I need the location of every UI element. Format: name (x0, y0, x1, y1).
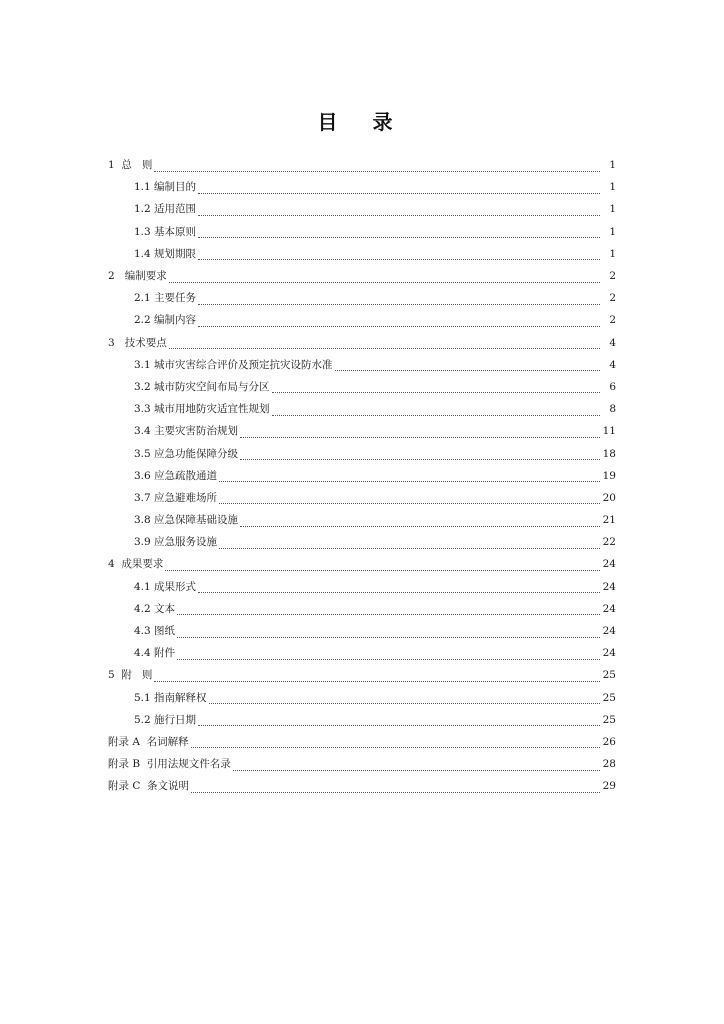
toc-entry-page-number: 19 (602, 469, 616, 482)
toc-entry-label: 2.2 编制内容 (134, 314, 197, 327)
toc-entry[interactable] (108, 620, 616, 642)
toc-entry[interactable] (108, 753, 616, 775)
toc-entry[interactable] (108, 598, 616, 620)
toc-entry[interactable] (108, 731, 616, 753)
toc-entry[interactable] (108, 221, 616, 243)
toc-entry[interactable] (108, 775, 616, 797)
toc-entry[interactable] (108, 531, 616, 553)
toc-entry[interactable] (108, 642, 616, 664)
toc-entry[interactable] (108, 309, 616, 331)
table-of-contents (108, 154, 616, 797)
toc-entry-page-number: 25 (602, 691, 616, 704)
dot-leader (177, 649, 600, 660)
dot-leader (272, 382, 600, 393)
toc-entry-label: 1.3 基本原则 (134, 225, 197, 238)
dot-leader (198, 715, 600, 726)
toc-entry-label: 1.4 规划期限 (134, 247, 197, 260)
toc-entry[interactable] (108, 398, 616, 420)
dot-leader (198, 316, 600, 327)
toc-entry-page-number: 2 (609, 292, 616, 305)
toc-entry-page-number: 1 (609, 181, 616, 194)
dot-leader (198, 249, 600, 260)
dot-leader (198, 183, 600, 194)
toc-entry-page-number: 24 (602, 602, 616, 615)
toc-entry-label: 4.2 文本 (134, 602, 176, 615)
dot-leader (233, 760, 600, 771)
toc-entry-label: 5.1 指南解释权 (134, 691, 207, 704)
dot-leader (177, 627, 600, 638)
toc-entry-page-number: 24 (602, 580, 616, 593)
toc-entry-page-number: 11 (602, 425, 616, 438)
toc-entry-label: 3.1 城市灾害综合评价及预定抗灾设防水准 (134, 358, 333, 371)
dot-leader (240, 427, 600, 438)
dot-leader (169, 272, 600, 283)
toc-entry-page-number: 2 (609, 270, 616, 283)
toc-entry-page-number: 8 (609, 403, 616, 416)
toc-entry-label: 5.2 施行日期 (134, 713, 197, 726)
dot-leader (240, 516, 600, 527)
dot-leader (198, 205, 600, 216)
toc-entry[interactable] (108, 576, 616, 598)
dot-leader (219, 493, 600, 504)
toc-entry-label: 3.3 城市用地防灾适宜性规划 (134, 403, 270, 416)
toc-entry-label: 3.7 应急避难场所 (134, 491, 218, 504)
toc-entry-page-number: 25 (602, 669, 616, 682)
toc-entry[interactable] (108, 465, 616, 487)
toc-entry[interactable] (108, 198, 616, 220)
toc-entry[interactable] (108, 265, 616, 287)
toc-entry[interactable] (108, 709, 616, 731)
toc-entry-page-number: 22 (602, 536, 616, 549)
toc-entry-label: 1 总 则 (108, 159, 153, 172)
dot-leader (177, 604, 600, 615)
dot-leader (209, 693, 600, 704)
toc-entry-label: 附录 A 名词解释 (108, 735, 189, 748)
toc-entry-label: 1.1 编制目的 (134, 181, 197, 194)
dot-leader (191, 782, 600, 793)
toc-entry-page-number: 24 (602, 625, 616, 638)
toc-entry-label: 3.6 应急疏散通道 (134, 469, 218, 482)
toc-entry-page-number: 1 (609, 247, 616, 260)
toc-entry-page-number: 20 (602, 491, 616, 504)
toc-entry[interactable] (108, 243, 616, 265)
toc-entry-page-number: 25 (602, 713, 616, 726)
dot-leader (154, 161, 600, 172)
toc-entry-label: 4.1 成果形式 (134, 580, 197, 593)
toc-entry-page-number: 26 (602, 735, 616, 748)
toc-entry-label: 1.2 适用范围 (134, 203, 197, 216)
toc-entry-page-number: 1 (609, 203, 616, 216)
dot-leader (219, 538, 600, 549)
dot-leader (335, 360, 600, 371)
dot-leader (240, 449, 600, 460)
toc-entry-label: 附录 C 条文说明 (108, 780, 190, 793)
dot-leader (191, 737, 600, 748)
toc-entry[interactable] (108, 420, 616, 442)
toc-entry-page-number: 2 (609, 314, 616, 327)
toc-entry-page-number: 18 (602, 447, 616, 460)
toc-entry[interactable] (108, 154, 616, 176)
toc-entry[interactable] (108, 509, 616, 531)
dot-leader (154, 671, 600, 682)
toc-entry[interactable] (108, 287, 616, 309)
toc-entry-label: 2.1 主要任务 (134, 292, 197, 305)
toc-entry[interactable] (108, 354, 616, 376)
toc-entry[interactable] (108, 332, 616, 354)
toc-entry-label: 4.4 附件 (134, 647, 176, 660)
toc-entry[interactable] (108, 553, 616, 575)
toc-entry[interactable] (108, 376, 616, 398)
toc-entry-label: 3.5 应急功能保障分级 (134, 447, 239, 460)
page-title: 目 录 (317, 110, 407, 134)
toc-entry-label: 3 技术要点 (108, 336, 167, 349)
toc-entry-label: 4.3 图纸 (134, 625, 176, 638)
toc-entry-page-number: 29 (602, 780, 616, 793)
toc-entry-page-number: 28 (602, 758, 616, 771)
toc-entry-label: 3.9 应急服务设施 (134, 536, 218, 549)
toc-entry-page-number: 1 (609, 159, 616, 172)
toc-entry-label: 3.2 城市防灾空间布局与分区 (134, 380, 270, 393)
toc-entry-label: 附录 B 引用法规文件名录 (108, 758, 231, 771)
toc-entry-page-number: 4 (609, 358, 616, 371)
toc-entry-page-number: 6 (609, 380, 616, 393)
toc-entry-label: 4 成果要求 (108, 558, 164, 571)
toc-entry[interactable] (108, 487, 616, 509)
dot-leader (198, 227, 600, 238)
toc-entry-page-number: 24 (602, 647, 616, 660)
toc-entry[interactable] (108, 664, 616, 686)
toc-entry[interactable] (108, 687, 616, 709)
toc-entry-label: 2 编制要求 (108, 270, 167, 283)
dot-leader (198, 582, 600, 593)
toc-entry-label: 3.4 主要灾害防治规划 (134, 425, 239, 438)
toc-entry-page-number: 1 (609, 225, 616, 238)
dot-leader (198, 294, 600, 305)
toc-entry-page-number: 24 (602, 558, 616, 571)
toc-entry-page-number: 4 (609, 336, 616, 349)
dot-leader (219, 471, 600, 482)
dot-leader (272, 405, 600, 416)
toc-entry[interactable] (108, 442, 616, 464)
toc-entry-label: 5 附 则 (108, 669, 153, 682)
dot-leader (165, 560, 600, 571)
toc-entry-page-number: 21 (602, 514, 616, 527)
toc-entry[interactable] (108, 176, 616, 198)
dot-leader (169, 338, 600, 349)
toc-entry-label: 3.8 应急保障基础设施 (134, 514, 239, 527)
